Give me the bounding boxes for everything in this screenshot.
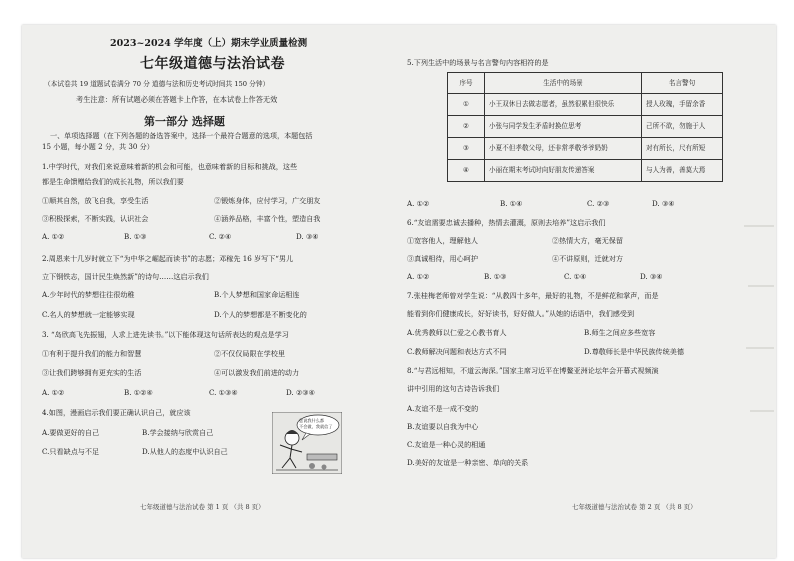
q3-option-b[interactable]: B. ①②④ xyxy=(124,388,153,397)
q5-stem: 5.下列生活中的场景与名言警句内容相符的是 xyxy=(407,58,549,67)
table-cell: 对有所长，尺有所短 xyxy=(642,138,723,160)
q2-option-b[interactable]: B.个人梦想和国家命运相连 xyxy=(214,290,300,299)
table-row xyxy=(448,138,723,160)
q4-option-d[interactable]: D.从他人的态度中认识自己 xyxy=(142,447,228,456)
table-cell: 小张与同学发生矛盾时换位思考 xyxy=(485,116,642,138)
q1-statement: ③积极探索，不断实践，认识社会 xyxy=(42,214,149,223)
q1-option-d[interactable]: D. ③④ xyxy=(296,232,319,241)
q1-statement: ②锻炼身体，应付学习，广交朋友 xyxy=(214,196,321,205)
q1-option-c[interactable]: C. ②④ xyxy=(209,232,232,241)
q8-option-a[interactable]: A.友谊不是一成不变的 xyxy=(407,404,479,413)
q5-option-d[interactable]: D. ③④ xyxy=(652,199,675,208)
q2-stem: 立下钢铁志，国计民生焕然新”的诗句……这启示我们 xyxy=(42,272,209,281)
exam-note: （本试卷共 19 道题试卷满分 70 分 道德与法和历史考试时间共 150 分钟） xyxy=(44,80,270,88)
q5-option-b[interactable]: B. ①④ xyxy=(500,199,523,208)
q1-stem: 都是生命馈赠给我们的成长礼物，所以我们要 xyxy=(42,177,184,186)
exam-notice: 考生注意：所有试题必须在答题卡上作答，在本试卷上作答无效 xyxy=(76,95,278,104)
q8-stem: 8.“与君远相知，不道云海深。”国家主席习近平在博鳌亚洲论坛年会开幕式视频演 xyxy=(407,366,659,375)
instructions-line: 15 小题，每小题 2 分，共 30 分） xyxy=(42,142,154,151)
q7-stem: 7.张桂梅老师曾对学生说：“从教四十多年，最好的礼物，不是鲜花和掌声，而是 xyxy=(407,291,659,300)
q5-option-c[interactable]: C. ②③ xyxy=(587,199,610,208)
q7-stem: 能看到你们健康成长，好好读书，好好做人。”从她的话语中，我们感受到 xyxy=(407,309,635,318)
cartoon-caption: 不会做，我就信了 xyxy=(299,424,333,429)
q3-option-d[interactable]: D. ②③④ xyxy=(286,388,316,397)
q6-statement: ①宽容他人，理解他人 xyxy=(407,236,478,245)
q1-option-a[interactable]: A. ①② xyxy=(42,232,65,241)
table-cell: ② xyxy=(448,116,485,138)
table-row xyxy=(448,160,723,182)
q4-stem: 4.如图，漫画启示我们要正确认识自己，就应该 xyxy=(42,408,191,417)
q3-option-a[interactable]: A. ①② xyxy=(42,388,65,397)
q2-option-a[interactable]: A.少年时代的梦想往往很幼稚 xyxy=(42,290,135,299)
q2-option-d[interactable]: D.个人的梦想都是不断变化的 xyxy=(214,310,307,319)
q6-option-a[interactable]: A. ①② xyxy=(407,272,430,281)
q7-option-b[interactable]: B.师生之间应多些宽容 xyxy=(584,328,656,337)
q6-statement: ③真诚相待，用心呵护 xyxy=(407,254,478,263)
q7-option-a[interactable]: A.优秀教师以仁爱之心教书育人 xyxy=(407,328,507,337)
cartoon-illustration xyxy=(272,412,342,474)
table-header: 名言警句 xyxy=(642,73,723,94)
q3-option-c[interactable]: C. ①③④ xyxy=(209,388,238,397)
q8-option-c[interactable]: C.友谊是一种心灵的相通 xyxy=(407,440,486,449)
table-cell: ④ xyxy=(448,160,485,182)
table-header: 生活中的场景 xyxy=(485,73,642,94)
q1-option-b[interactable]: B. ①③ xyxy=(124,232,147,241)
q6-option-c[interactable]: C. ①④ xyxy=(564,272,587,281)
q3-statement: ②不仅仅局限在学校里 xyxy=(214,349,285,358)
section-title: 第一部分 选择题 xyxy=(144,115,225,128)
q3-statement: ①有利于提升我们的能力和智慧 xyxy=(42,349,142,358)
q2-stem: 2.周恩来十几岁时就立下“为中华之崛起而读书”的志愿；邓稼先 16 岁写下“男儿 xyxy=(42,254,294,263)
q3-statement: ④可以激发我们前进的动力 xyxy=(214,368,300,377)
q3-statement: ③让我们跨够拥有更充实的生活 xyxy=(42,368,142,377)
exam-title: 七年级道德与法治试卷 xyxy=(140,56,285,72)
exam-header: 2023~2024 学年度（上）期末学业质量检测 xyxy=(110,38,308,49)
page-footer: 七年级道德与法治试卷 第 2 页 （共 8 页） xyxy=(572,503,697,511)
q4-option-b[interactable]: B.学会接纳与欣赏自己 xyxy=(142,428,214,437)
table-cell: 与人为善，善莫大焉 xyxy=(642,160,723,182)
cartoon-caption: 您说我什么都 xyxy=(299,418,325,423)
table-cell: 己所不欲，勿施于人 xyxy=(642,116,723,138)
q8-stem: 讲中引用的这句古诗告诉我们 xyxy=(407,384,500,393)
q6-option-b[interactable]: B. ①③ xyxy=(484,272,507,281)
exam-paper xyxy=(22,25,776,558)
q6-stem: 6.“友谊需要忠诚去播种，热情去灌溉，原则去培养”这启示我们 xyxy=(407,218,606,227)
table-row xyxy=(448,116,723,138)
q4-option-c[interactable]: C.只看缺点与不足 xyxy=(42,447,100,456)
q5-option-a[interactable]: A. ①② xyxy=(407,199,430,208)
q2-option-c[interactable]: C.名人的梦想就一定能够实现 xyxy=(42,310,135,319)
table-cell: 授人玫瑰，手留余香 xyxy=(642,94,723,116)
table-cell: 小丽在期末考试时向好朋友传递答案 xyxy=(485,160,642,182)
page-1 xyxy=(32,25,378,558)
table-header: 序号 xyxy=(448,73,485,94)
q6-statement: ④不讲原则，迁就对方 xyxy=(552,254,623,263)
table-cell: ① xyxy=(448,94,485,116)
q6-option-d[interactable]: D. ③④ xyxy=(640,272,663,281)
q3-stem: 3. “岛欣高飞先振翅，人求上进先读书。”以下能体现这句话所表达的观点是学习 xyxy=(42,330,289,339)
table-cell: 小夏不但孝敬父母，还非常孝敬爷爷奶奶 xyxy=(485,138,642,160)
q1-statement: ④涵养品格，丰富个性，塑造自我 xyxy=(214,214,321,223)
q8-option-b[interactable]: B.友谊要以自我为中心 xyxy=(407,422,479,431)
q4-option-a[interactable]: A.要做更好的自己 xyxy=(42,428,100,437)
table-cell: ③ xyxy=(448,138,485,160)
page-2 xyxy=(402,25,768,558)
page-footer: 七年级道德与法治试卷 第 1 页 （共 8 页） xyxy=(140,503,265,511)
table-header-row xyxy=(448,73,723,94)
q7-option-c[interactable]: C.教师解决问题和表达方式不同 xyxy=(407,347,507,356)
q1-stem: 1.中学时代，对我们来说意味着新的机会和可能，也意味着新的目标和挑战，这些 xyxy=(42,162,298,171)
instructions-line: 一、单项选择题（在下列各题的备选答案中，选择一个最符合题意的选项，本题包括 xyxy=(50,131,313,140)
q8-option-d[interactable]: D.美好的友谊是一种亲密、单向的关系 xyxy=(407,458,529,467)
table-cell: 小王双休日去做志愿者，虽然很累但很快乐 xyxy=(485,94,642,116)
q6-statement: ②热情大方，毫无保留 xyxy=(552,236,623,245)
table-row xyxy=(448,94,723,116)
q7-option-d[interactable]: D.尊敬师长是中华民族传统美德 xyxy=(584,347,684,356)
q1-statement: ①顺其自然，放飞自我，享受生活 xyxy=(42,196,149,205)
q5-table xyxy=(447,72,723,182)
